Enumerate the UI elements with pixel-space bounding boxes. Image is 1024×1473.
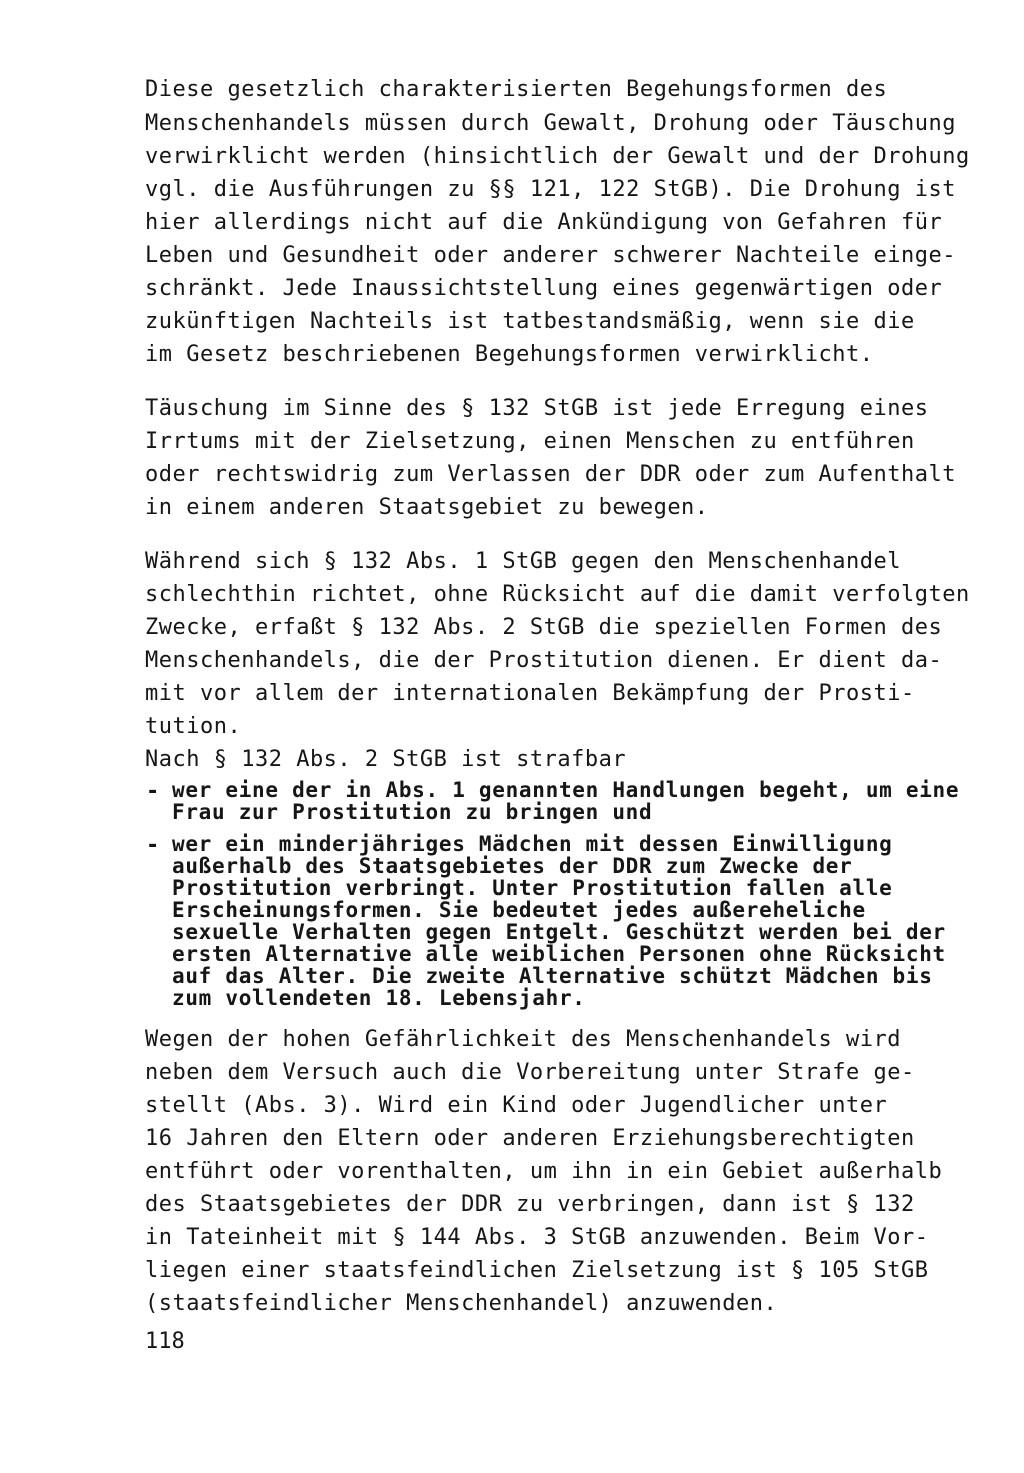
text-line: des Staatsgebietes der DDR zu verbringen, dann ist § 132 [145,1192,915,1217]
bullet-line: ersten Alternative alle weiblichen Personen ohne Rücksicht [172,942,946,966]
text-line: tution. [145,714,242,739]
bullet-line: Erscheinungsformen. Sie bedeutet jedes außereheliche [172,898,866,922]
text-line: 16 Jahren den Eltern oder anderen Erziehungsberechtigten [145,1126,915,1151]
text-line: Nach § 132 Abs. 2 StGB ist strafbar [145,747,627,772]
text-line: Wegen der hohen Gefährlichkeit des Menschenhandels wird [145,1027,901,1052]
bullet-line: wer eine der in Abs. 1 genannten Handlungen begeht, um eine [172,778,960,802]
text-line: schlechthin richtet, ohne Rücksicht auf die damit verfolgten [145,582,970,607]
text-line: Zwecke, erfaßt § 132 Abs. 2 StGB die speziellen Formen des [145,615,943,640]
text-line: Leben und Gesundheit oder anderer schwerer Nachteile einge- [145,243,956,268]
text-line: (staatsfeindlicher Menschenhandel) anzuwenden. [145,1291,778,1316]
text-line: Täuschung im Sinne des § 132 StGB ist jede Erregung eines [145,396,929,421]
bullet-line: Frau zur Prostitution zu bringen und [172,800,653,824]
bullet-dash: - [146,833,160,858]
text-line: Während sich § 132 Abs. 1 StGB gegen den Menschenhandel [145,549,901,574]
text-line: Menschenhandels müssen durch Gewalt, Drohung oder Täuschung [145,111,956,136]
text-line: schränkt. Jede Inaussichtstellung eines gegenwärtigen oder [145,276,943,301]
text-line: zukünftigen Nachteils ist tatbestandsmäßig, wenn sie die [145,309,915,334]
bullet-line: auf das Alter. Die zweite Alternative schützt Mädchen bis [172,964,933,988]
text-line: entführt oder vorenthalten, um ihn in ein Gebiet außerhalb [145,1159,943,1184]
text-line: verwirklicht werden (hinsichtlich der Gewalt und der Drohung [145,144,970,169]
text-line: hier allerdings nicht auf die Ankündigung von Gefahren für [145,210,943,235]
bullet-line: wer ein minderjähriges Mädchen mit dessen Einwilligung [172,832,893,856]
page-number: 118 [145,1329,185,1354]
text-line: vgl. die Ausführungen zu §§ 121, 122 StGB). Die Drohung ist [145,177,956,202]
bullet-line: Prostitution verbringt. Unter Prostitution fallen alle [172,876,893,900]
text-line: oder rechtswidrig zum Verlassen der DDR oder zum Aufenthalt [145,462,956,487]
text-line: Diese gesetzlich charakterisierten Begehungsformen des [145,77,888,102]
text-line: in Tateinheit mit § 144 Abs. 3 StGB anzuwenden. Beim Vor- [145,1225,929,1250]
bullet-line: zum vollendeten 18. Lebensjahr. [172,986,586,1010]
bullet-line: sexuelle Verhalten gegen Entgelt. Geschützt werden bei der [172,920,946,944]
text-line: Menschenhandels, die der Prostitution dienen. Er dient da- [145,648,943,673]
text-line: liegen einer staatsfeindlichen Zielsetzung ist § 105 StGB [145,1258,929,1283]
bullet-line: außerhalb des Staatsgebietes der DDR zum Zwecke der [172,854,853,878]
text-line: stellt (Abs. 3). Wird ein Kind oder Jugendlicher unter [145,1093,888,1118]
text-line: mit vor allem der internationalen Bekämpfung der Prosti- [145,681,915,706]
text-line: im Gesetz beschriebenen Begehungsformen verwirklicht. [145,342,874,367]
text-line: Irrtums mit der Zielsetzung, einen Menschen zu entführen [145,429,915,454]
text-line: neben dem Versuch auch die Vorbereitung unter Strafe ge- [145,1060,915,1085]
bullet-dash: - [146,779,160,804]
text-line: in einem anderen Staatsgebiet zu bewegen. [145,495,709,520]
